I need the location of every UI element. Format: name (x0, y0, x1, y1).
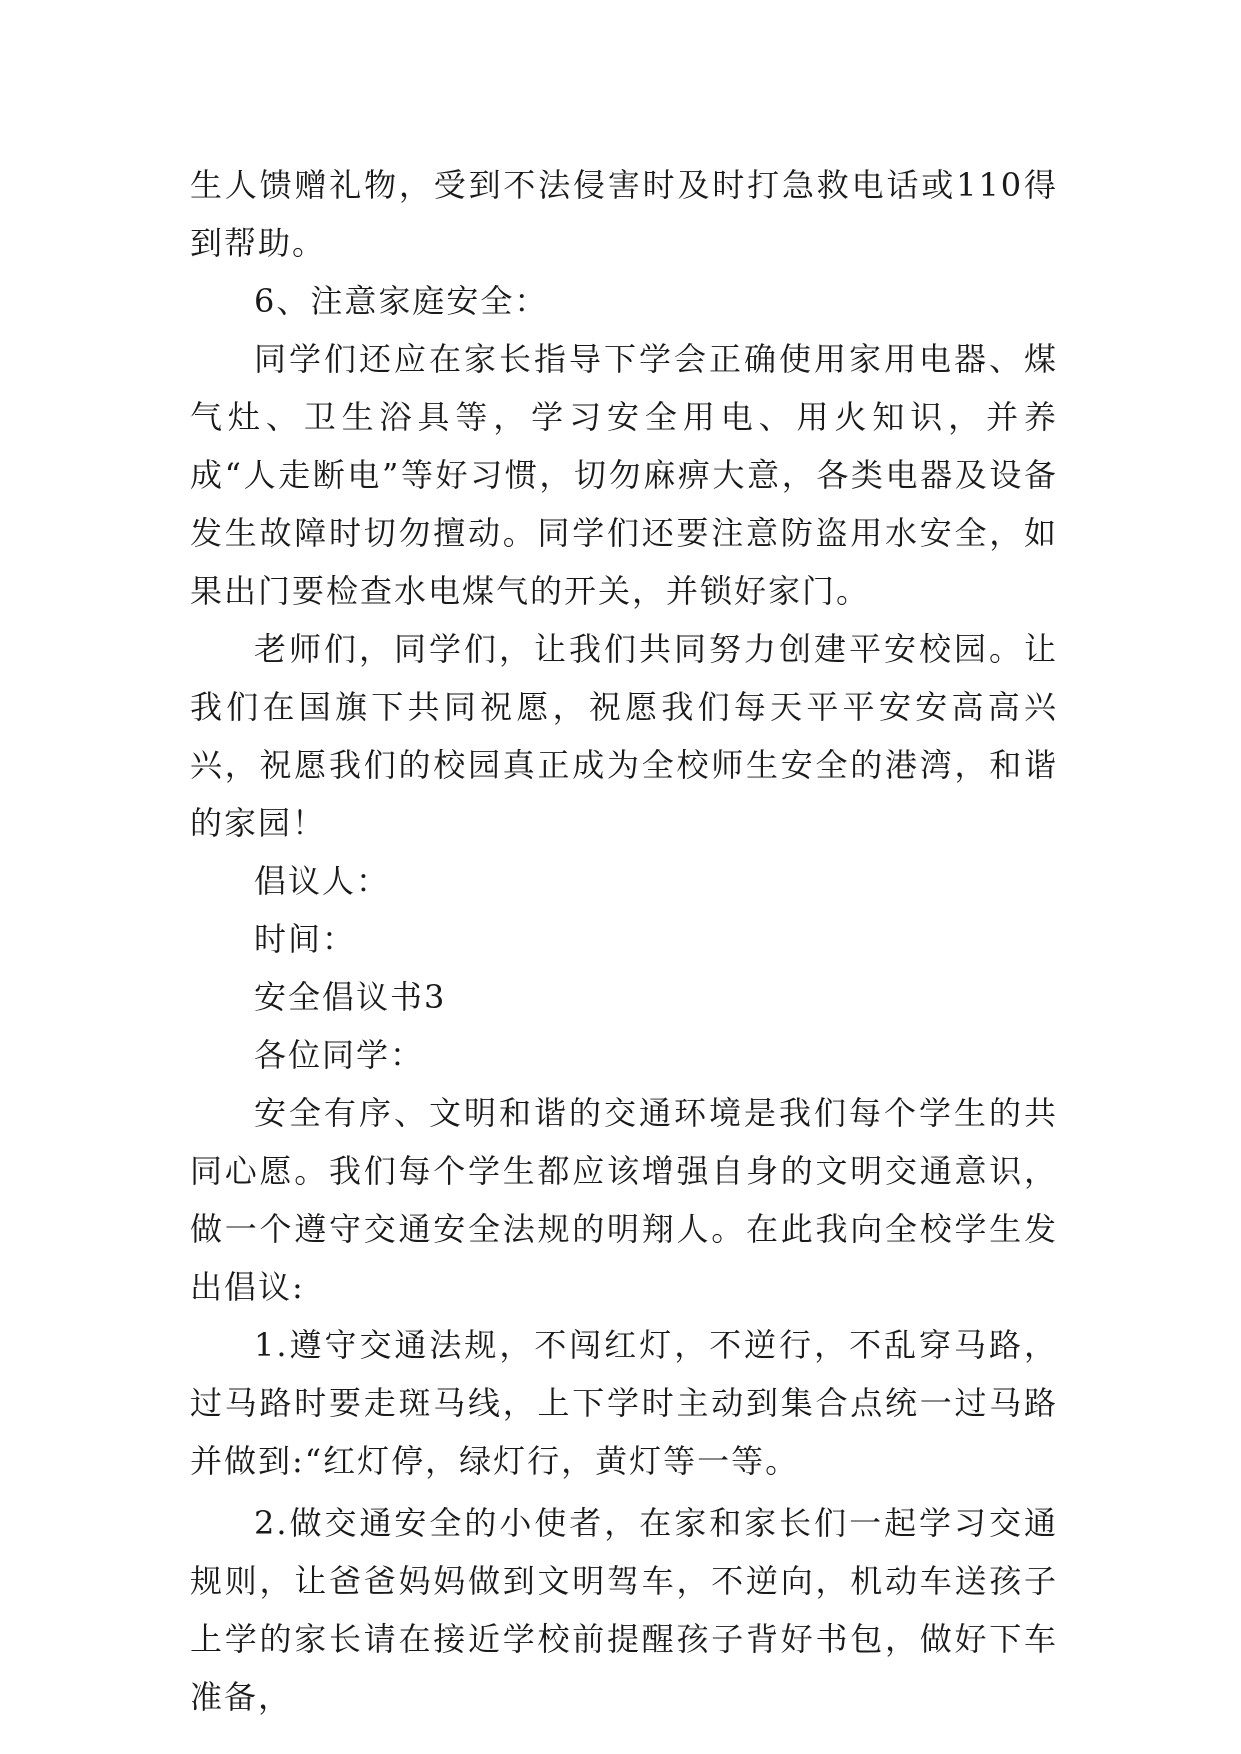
paragraph-closing-wish: 老师们，同学们，让我们共同努力创建平安校园。让我们在国旗下共同祝愿，祝愿我们每天平平安安高高兴兴，祝愿我们的校园真正成为全校师生安全的港湾，和谐的家园！ (190, 630, 1058, 842)
paragraph-home-safety: 同学们还应在家长指导下学会正确使用家用电器、煤气灶、卫生浴具等，学习安全用电、用火知识，并养成“人走断电”等好习惯，切勿麻痹大意，各类电器及设备发生故障时切勿擅动。同学们还要注意防盗用水安全，如果出门要检查水电煤气的开关，并锁好家门。 (190, 340, 1058, 610)
signature-date: 时间： (254, 920, 357, 958)
paragraph-item-1: 1.遵守交通法规，不闯红灯，不逆行，不乱穿马路，过马路时要走斑马线，上下学时主动到集合点统一过马路并做到:“红灯停，绿灯行，黄灯等一等。 (190, 1326, 1058, 1480)
paragraph-help-call: 生人馈赠礼物，受到不法侵害时及时打急救电话或110得到帮助。 (190, 166, 1058, 262)
section-title: 安全倡议书3 (254, 978, 447, 1016)
heading-home-safety: 6、注意家庭安全： (254, 282, 549, 320)
signature-initiator: 倡议人： (254, 862, 391, 900)
paragraph-intro: 安全有序、文明和谐的交通环境是我们每个学生的共同心愿。我们每个学生都应该增强自身的文明交通意识，做一个遵守交通安全法规的明翔人。在此我向全校学生发出倡议: (190, 1094, 1058, 1306)
document-body (190, 156, 1058, 1726)
paragraph-item-2: 2.做交通安全的小使者，在家和家长们一起学习交通规则，让爸爸妈妈做到文明驾车，不逆向，机动车送孩子上学的家长请在接近学校前提醒孩子背好书包，做好下车准备， (190, 1504, 1058, 1716)
salutation: 各位同学： (254, 1036, 425, 1074)
